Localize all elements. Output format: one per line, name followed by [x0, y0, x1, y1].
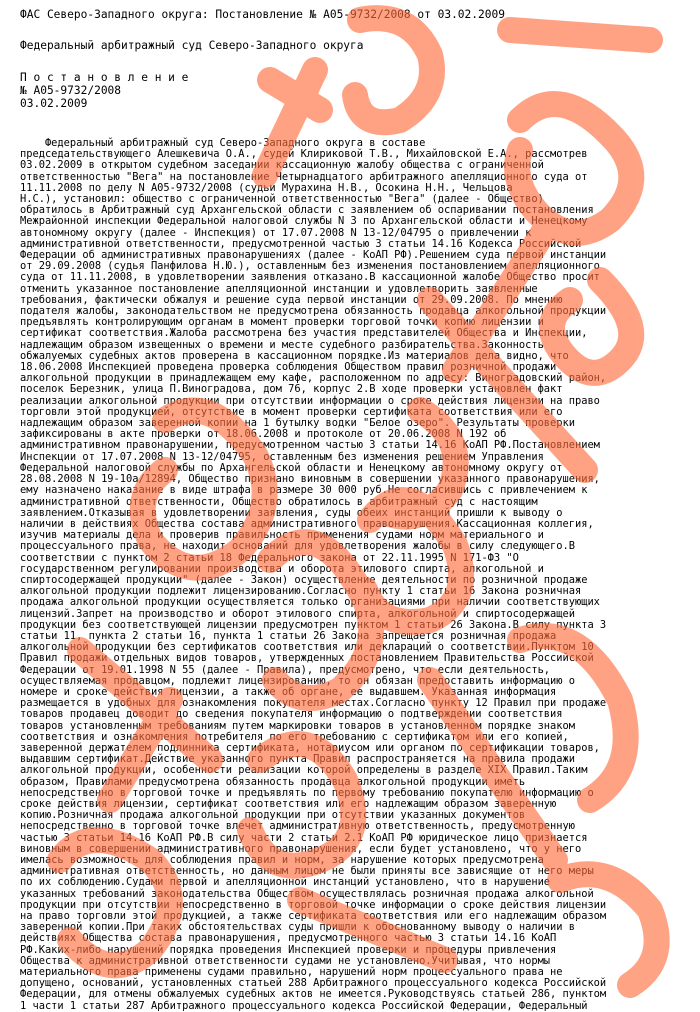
- body-line: действиях Общества состава правонарушения, предусмотренного частью 3 статьи 14.16 КоАП: [20, 932, 557, 945]
- body-line: поселок Березник, улица П.Виноградова, дом 76, корпус 2.В ходе проверки установлен факт: [20, 383, 563, 396]
- body-line: выдавшим сертификат.Действие указанного пункта Правил распространяется на правила продажи: [20, 753, 575, 766]
- document-type: П о с т а н о в л е н и е: [20, 71, 189, 84]
- title-block: [20, 71, 685, 110]
- body-line: заверенной копии.При таких обстоятельствах суды пришли к обоснованному выводу о наличии в: [20, 921, 575, 934]
- body-line: отменить указанное постановление апелляционной инстанции и удовлетворить заявленные: [20, 282, 538, 295]
- body-line: административной ответственности, предусмотренной частью 3 статьи 14.16 Кодекса Российской: [20, 237, 582, 250]
- body-line: надлежащим образом заверенной копии на 1 бутылку водки "Белое озеро". Результаты проверки: [20, 417, 575, 430]
- body-line: осуществляемая продавцом, подлежит лицензированию, то он обязан предоставить информацию о: [20, 674, 575, 687]
- body-line: непосредственно в торговой точке влечет административную ответственность, предусмотренную: [20, 820, 575, 833]
- body-line: продажа алкогольной продукции осуществляется только организациями при наличии соответствующих: [20, 596, 600, 609]
- body-line: Федерации об административных правонарушениях (далее - КоАП РФ).Решением суда первой инстанции: [20, 249, 607, 262]
- document-date: 03.02.2009: [20, 97, 88, 110]
- body-line: материального права применены судами правильно, нарушений норм процессуального права не: [20, 966, 563, 979]
- body-line: зафиксированы в акте проверки от 18.06.2008 и протоколе от 20.06.2008 N 192 об: [20, 428, 507, 441]
- document-body: [20, 138, 685, 1012]
- body-line: 03.02.2009 в открытом судебном заседании кассационную жалобу общества с ограниченной: [20, 159, 544, 172]
- body-line: от 29.09.2008 (судья Панфилова Н.Ю.), оставленным без изменения постановлением апелляционного: [20, 260, 600, 273]
- body-line: административной ответственности, Общество обратилось в арбитражный суд с настоящим: [20, 495, 538, 508]
- body-line: изучив материалы дела и проверив правильность применения судами норм материального и: [20, 529, 544, 542]
- body-line: заявлением.Отказывая в удовлетворении заявления, суды обеих инстанций пришли к выводу о: [20, 506, 563, 519]
- body-line: сроке действия лицензии, сертификат соответствия или его надлежащим образом заверенную: [20, 797, 557, 810]
- body-line: продукции без соответствующей лицензии предусмотрен пунктом 1 статьи 26 Закона.В силу пункта 3: [20, 618, 607, 631]
- source-header: ФАС Северо-Западного округа: Постановление № А05-9732/2008 от 03.02.2009: [20, 8, 505, 21]
- body-line: ему назначено наказание в виде штрафа в размере 30 000 руб.Не согласившись с привлечением к: [20, 484, 588, 497]
- body-line: автономному округу (далее - Инспекция) от 17.07.2008 N 13-12/04795 о привлечении к: [20, 226, 532, 239]
- body-line: РФ.Каких-либо нарушений порядка проведения Инспекцией проверки и процедуры привлечения: [20, 943, 557, 956]
- body-line: обжалуемых судебных актов проверена в кассационном порядке.Из материалов дела видно, что: [20, 349, 569, 362]
- body-line: указанных требований законодательства Обществом осуществлялась розничная продажа алкогольной: [20, 887, 594, 900]
- body-line: реализации алкогольной продукции при отсутствии информации о сроке действия лицензии на право: [20, 394, 600, 407]
- document-page: [20, 8, 685, 1012]
- body-line: требования, фактически обжалуя и решение суда первой инстанции от 29.09.2008. По мнению: [20, 293, 563, 306]
- body-line: наличии в действиях Общества состава административного правонарушения.Кассационная коллегия,: [20, 517, 594, 530]
- body-line: продукции при отсутствии непосредственно в торговой точке информации о сроке действия лицензии: [20, 898, 607, 911]
- court-name: Федеральный арбитражный суд Северо-Западного округа: [20, 39, 364, 52]
- body-line: председательствующего Алешкевича О.А., судей Клириковой Т.В., Михайловской Е.А., рассмотрев: [20, 148, 588, 161]
- body-line: соответствии с пунктом 2 статьи 18 Федерального закона от 22.11.1995 N 171-ФЗ "О: [20, 551, 519, 564]
- body-line: спиртосодержащей продукции" (далее - Закон) осуществление деятельности по розничной продаже: [20, 573, 588, 586]
- body-line: на право торговли этой продукцией, а также сертификата соответствия или его надлежащим образом: [20, 910, 607, 923]
- body-line: алкогольной продукции подлежит лицензированию.Согласно пункту 1 статьи 16 Закона розничная: [20, 585, 582, 598]
- body-line: по их соблюдению.Судами первой и апелляционной инстанций установлено, что в нарушение: [20, 876, 551, 889]
- body-line: ответственностью "Вега" на постановление Четырнадцатого арбитражного апелляционного суда от: [20, 170, 588, 183]
- body-line: статьи 11, пункта 2 статьи 16, пункта 1 статьи 26 Закона запрещается розничная продажа: [20, 629, 557, 642]
- body-line: государственном регулировании производства и оборота этилового спирта, алкогольной и: [20, 562, 544, 575]
- body-line: номере и сроке действия лицензии, а также об органе, ее выдавшем. Указанная информация: [20, 685, 557, 698]
- body-line: алкогольной продукции в принадлежащем ему кафе, расположенном по адресу: Виноградовский район,: [20, 372, 607, 385]
- body-line: Общества к административной ответственности судами не установлено.Учитывая, что нормы: [20, 954, 551, 967]
- body-line: 1 части 1 статьи 287 Арбитражного процессуального кодекса Российской Федерации, Федеральный: [20, 999, 588, 1012]
- document-number: № А05-9732/2008: [20, 84, 122, 97]
- body-line: Федеральный арбитражный суд Северо-Западного округа в составе: [20, 137, 426, 149]
- body-line: товаров установленным требованиям путем маркировки товаров в установленном порядке знаком: [20, 719, 575, 732]
- body-line: Н.С.), установил: общество с ограниченной ответственностью "Вега" (далее - Общество): [20, 193, 544, 206]
- body-line: алкогольной продукции, особенности реализации которой определены в разделе XIX Правил.Таким: [20, 764, 588, 777]
- body-line: надлежащим образом извещенных о времени и месте судебного разбирательства.Законность: [20, 338, 544, 351]
- body-line: алкогольной продукции без сертификатов соответствия или деклараций о соответствии.Пунктом 10: [20, 641, 594, 654]
- body-line: предъявлять контролирующим органам в момент проверки торговой точки копию лицензии и: [20, 316, 544, 329]
- body-line: частью 3 статьи 14.16 КоАП РФ.В силу части 2 статьи 2.1 КоАП РФ юридическое лицо признается: [20, 831, 588, 844]
- body-line: товаров продавец доводит до сведения покупателя информацию о подтверждении соответствия: [20, 708, 563, 721]
- body-line: 18.06.2008 Инспекцией проведена проверка соблюдения Обществом правил розничной продажи: [20, 361, 557, 374]
- body-line: 11.11.2008 по делу N А05-9732/2008 (судьи Мурахина Н.В., Осокина Н.Н., Чельцова: [20, 181, 513, 194]
- body-line: непосредственно в торговой точке и предъявлять по первому требованию покупателю информацию о: [20, 786, 594, 799]
- body-line: административном правонарушении, предусмотренном частью 3 статьи 14.16 КоАП РФ.Постановлением: [20, 439, 600, 452]
- body-line: имелась возможность для соблюдения правил и норм, за нарушение которых предусмотрена: [20, 854, 544, 866]
- body-line: виновным в совершении административного правонарушения, если будет установлено, что у него: [20, 842, 582, 855]
- body-line: Инспекции от 17.07.2008 N 13-12/04795, оставленным без изменения решением Управления: [20, 450, 544, 463]
- body-line: подателя жалобы, законодательством не предусмотрена обязанность продавца алкогольной продукции: [20, 305, 607, 318]
- body-line: соответствия и ознакомления потребителя по его требованию с сертификатом или его копией,: [20, 730, 569, 743]
- body-line: обратилось в Арбитражный суд Архангельской области с заявлением об оспаривании постановления: [20, 204, 594, 217]
- body-line: копию.Розничная продажа алкогольной продукции при отсутствии указанных документов: [20, 809, 526, 822]
- body-line: Федерации, для отмены обжалуемых судебных актов не имеется.Руководствуясь статьей 286, пунктом: [20, 988, 607, 1001]
- body-line: Правил продажи отдельных видов товаров, утвержденных постановлением Правительства Российской: [20, 652, 594, 665]
- body-line: Федеральной налоговой службы по Архангельской области и Ненецкому автономному округу от: [20, 461, 563, 474]
- body-line: суда от 11.11.2008, в удовлетворении заявления отказано.В кассационной жалобе Общество просит: [20, 271, 600, 284]
- body-line: процессуального права, не находит оснований для удовлетворения жалобы в силу следующего.В: [20, 540, 575, 553]
- body-line: 28.08.2008 N 19-10а/12894, Общество признано виновным в совершении указанного правонарушения,: [20, 473, 600, 486]
- body-line: заверенной держателем подлинника сертификата, нотариусом или органом по сертификации товаров,: [20, 741, 600, 754]
- body-line: допущено, оснований, установленных статьей 288 Арбитражного процессуального кодекса Российской: [20, 977, 607, 990]
- body-line: сертификат соответствия.Жалоба рассмотрена без участия представителей Общества и Инспекции,: [20, 327, 588, 340]
- body-line: административная ответственность, но данным лицом не были приняты все зависящие от него меры: [20, 865, 594, 878]
- body-line: торговли этой продукцией, отсутствие в момент проверки сертификата соответствия или его: [20, 405, 563, 418]
- body-line: размещается в удобных для ознакомления покупателя местах.Согласно пункту 12 Правил при продаже: [20, 697, 607, 710]
- body-line: лицензий.Запрет на производство и оборот этилового спирта, алкогольной и спиртосодержащей: [20, 607, 575, 620]
- body-line: образом, Правилами предусмотрена обязанность продавца алкогольной продукции иметь: [20, 775, 526, 788]
- body-line: Федерации от 19.01.1998 N 55 (далее - Правила), предусмотрено, что если деятельность,: [20, 663, 551, 676]
- body-line: Межрайонной инспекции Федеральной налоговой службы N 3 по Архангельской области и Ненецкому: [20, 215, 588, 228]
